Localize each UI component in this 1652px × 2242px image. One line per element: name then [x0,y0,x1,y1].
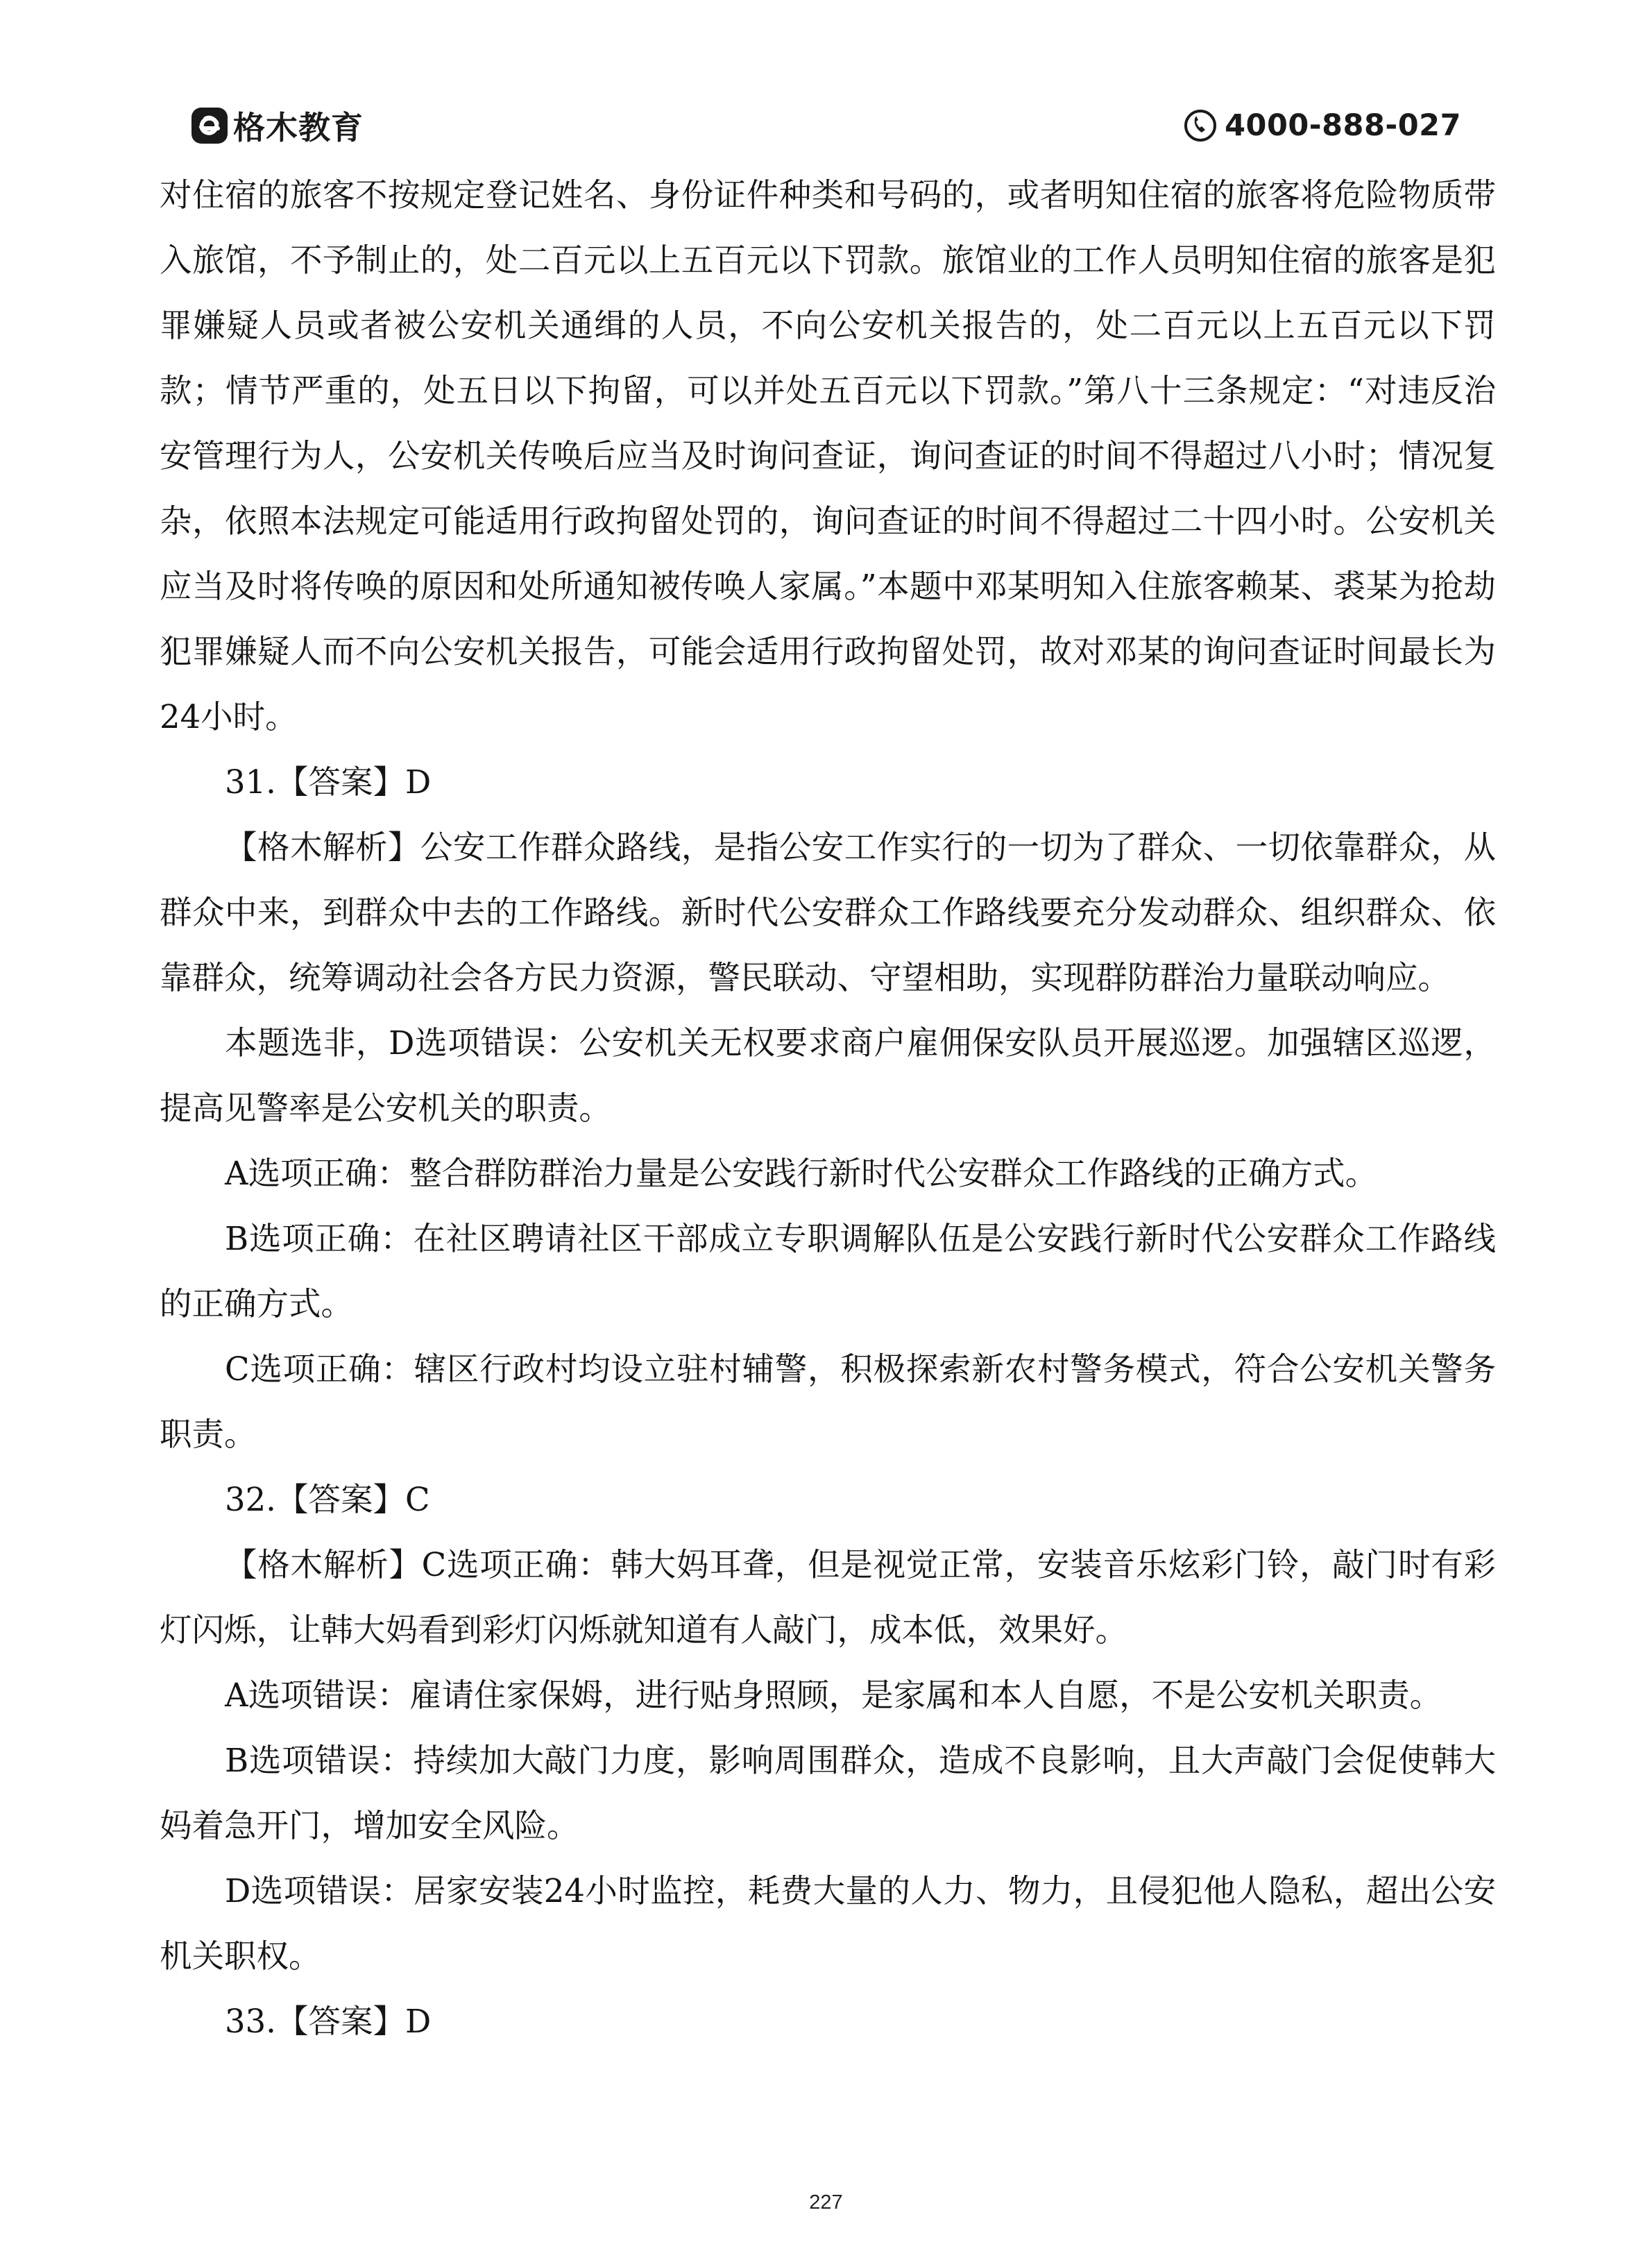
paragraph: 对住宿的旅客不按规定登记姓名、身份证件种类和号码的，或者明知住宿的旅客将危险物质带入旅馆，不予制止的，处二百元以上五百元以下罚款。旅馆业的工作人员明知住宿的旅客是犯罪嫌疑人员或者被公安机关通缉的人员，不向公安机关报告的，处二百元以上五百元以下罚款；情节严重的，处五日以下拘留，可以并处五百元以下罚款。”第八十三条规定：“对违反治安管理行为人，公安机关传唤后应当及时询问查证，询问查证的时间不得超过八小时；情况复杂，依照本法规定可能适用行政拘留处罚的，询问查证的时间不得超过二十四小时。公安机关应当及时将传唤的原因和处所通知被传唤人家属。”本题中邓某明知入住旅客赖某、裘某为抢劫犯罪嫌疑人而不向公安机关报告，可能会适用行政拘留处罚，故对邓某的询问查证时间最长为24小时。 [160,176,1496,736]
phone-number: 4000-888-027 [1225,108,1461,143]
paragraph: 本题选非，D选项错误：公安机关无权要求商户雇佣保安队员开展巡逻。加强辖区巡逻，提高见警率是公安机关的职责。 [160,1024,1496,1127]
phone-icon [1183,108,1218,143]
document-body [160,162,1496,2054]
brand-logo [191,105,364,146]
page-number: 227 [809,2191,843,2214]
paragraph: B选项错误：持续加大敲门力度，影响周围群众，造成不良影响，且大声敲门会促使韩大妈着急开门，增加安全风险。 [160,1742,1496,1844]
paragraph: 【格木解析】C选项正确：韩大妈耳聋，但是视觉正常，安装音乐炫彩门铃，敲门时有彩灯闪烁，让韩大妈看到彩灯闪烁就知道有人敲门，成本低，效果好。 [160,1546,1496,1649]
brand-name: 格木教育 [233,109,364,146]
paragraph: C选项正确：辖区行政村均设立驻村辅警，积极探索新农村警务模式，符合公安机关警务职责。 [160,1350,1496,1453]
paragraph: 32.【答案】C [225,1481,430,1518]
paragraph: 31.【答案】D [225,763,432,801]
paragraph: D选项错误：居家安装24小时监控，耗费大量的人力、物力，且侵犯他人隐私，超出公安机关职权。 [160,1872,1496,1975]
e-logo-icon [191,108,228,144]
paragraph: 【格木解析】公安工作群众路线，是指公安工作实行的一切为了群众、一切依靠群众，从群众中来，到群众中去的工作路线。新时代公安群众工作路线要充分发动群众、组织群众、依靠群众，统筹调动社会各方民力资源，警民联动、守望相助，实现群防群治力量联动响应。 [160,829,1496,996]
paragraph: A选项正确：整合群防群治力量是公安践行新时代公安群众工作路线的正确方式。 [225,1155,1378,1192]
paragraph: A选项错误：雇请住家保姆，进行贴身照顾，是家属和本人自愿，不是公安机关职责。 [225,1676,1442,1714]
page-header [191,103,1461,148]
paragraph: 33.【答案】D [225,2003,432,2040]
hotline [1183,105,1461,146]
paragraph: B选项正确：在社区聘请社区干部成立专职调解队伍是公安践行新时代公安群众工作路线的正确方式。 [160,1220,1496,1323]
